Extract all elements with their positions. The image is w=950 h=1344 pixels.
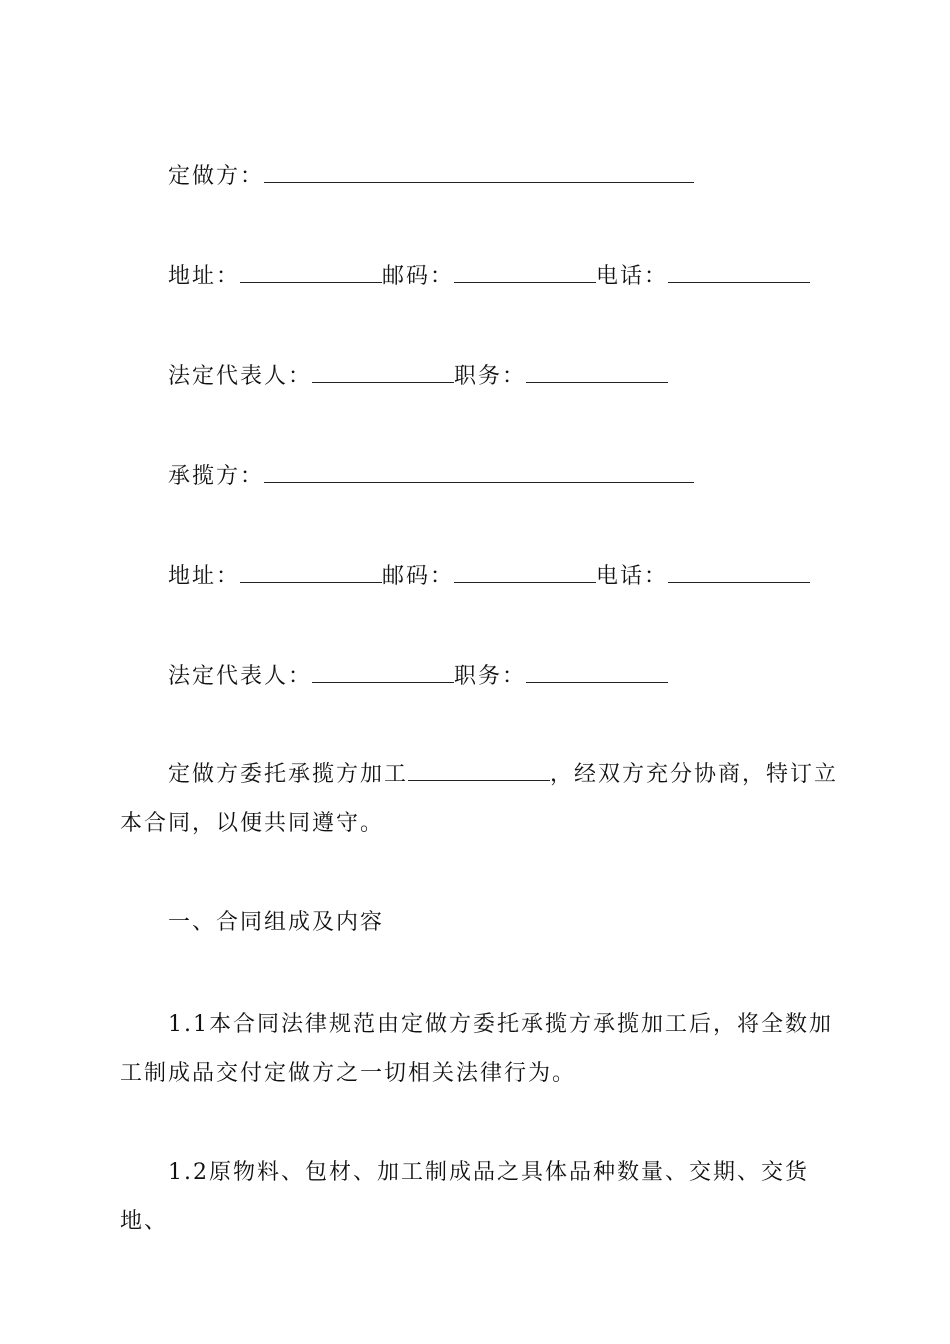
- party-b-address-field[interactable]: [240, 562, 382, 583]
- party-b-postcode-field[interactable]: [454, 562, 596, 583]
- party-b-position-field[interactable]: [526, 662, 668, 683]
- party-b-phone-field[interactable]: [668, 562, 810, 583]
- party-a-position-label: 职务：: [454, 364, 527, 389]
- party-a-address-label: 地址：: [168, 264, 241, 289]
- intro-text-before: 定做方委托承揽方加工: [168, 762, 409, 787]
- party-b-name-label: 承揽方：: [168, 464, 265, 489]
- intro-item-field[interactable]: [408, 760, 550, 781]
- party-a-phone-field[interactable]: [668, 262, 810, 283]
- party-a-rep-field[interactable]: [312, 362, 454, 383]
- intro-paragraph: [120, 750, 840, 848]
- clause-1-1-text: 1.1本合同法律规范由定做方委托承揽方承揽加工后，将全数加工制成品交付定做方之一切相关法律行为。: [120, 1012, 833, 1086]
- intro-text-after: ，经双方充分协商，特订立本合同，以便共同遵守。: [120, 762, 839, 836]
- clause-1-2-text: 1.2原物料、包材、加工制成品之具体品种数量、交期、交货地、: [120, 1160, 809, 1234]
- party-a-contact-line: [168, 262, 810, 292]
- section-1-heading: [168, 908, 384, 938]
- party-a-rep-label: 法定代表人：: [168, 364, 313, 389]
- party-a-position-field[interactable]: [526, 362, 668, 383]
- party-b-name-line: [168, 462, 694, 492]
- party-a-postcode-field[interactable]: [454, 262, 596, 283]
- party-a-address-field[interactable]: [240, 262, 382, 283]
- party-a-rep-line: [168, 362, 668, 392]
- party-a-name-label: 定做方：: [168, 164, 265, 189]
- party-b-rep-line: [168, 662, 668, 692]
- party-b-name-field[interactable]: [264, 462, 694, 483]
- section-1-heading-text: 一、合同组成及内容: [168, 910, 385, 935]
- party-a-phone-label: 电话：: [596, 264, 669, 289]
- party-b-phone-label: 电话：: [596, 564, 669, 589]
- party-b-position-label: 职务：: [454, 664, 527, 689]
- party-b-contact-line: [168, 562, 810, 592]
- party-a-name-line: [168, 162, 694, 192]
- party-b-postcode-label: 邮码：: [382, 564, 455, 589]
- party-b-rep-field[interactable]: [312, 662, 454, 683]
- party-b-address-label: 地址：: [168, 564, 241, 589]
- clause-1-1: [120, 1000, 840, 1098]
- clause-1-2: [120, 1148, 840, 1246]
- party-a-postcode-label: 邮码：: [382, 264, 455, 289]
- party-a-name-field[interactable]: [264, 162, 694, 183]
- party-b-rep-label: 法定代表人：: [168, 664, 313, 689]
